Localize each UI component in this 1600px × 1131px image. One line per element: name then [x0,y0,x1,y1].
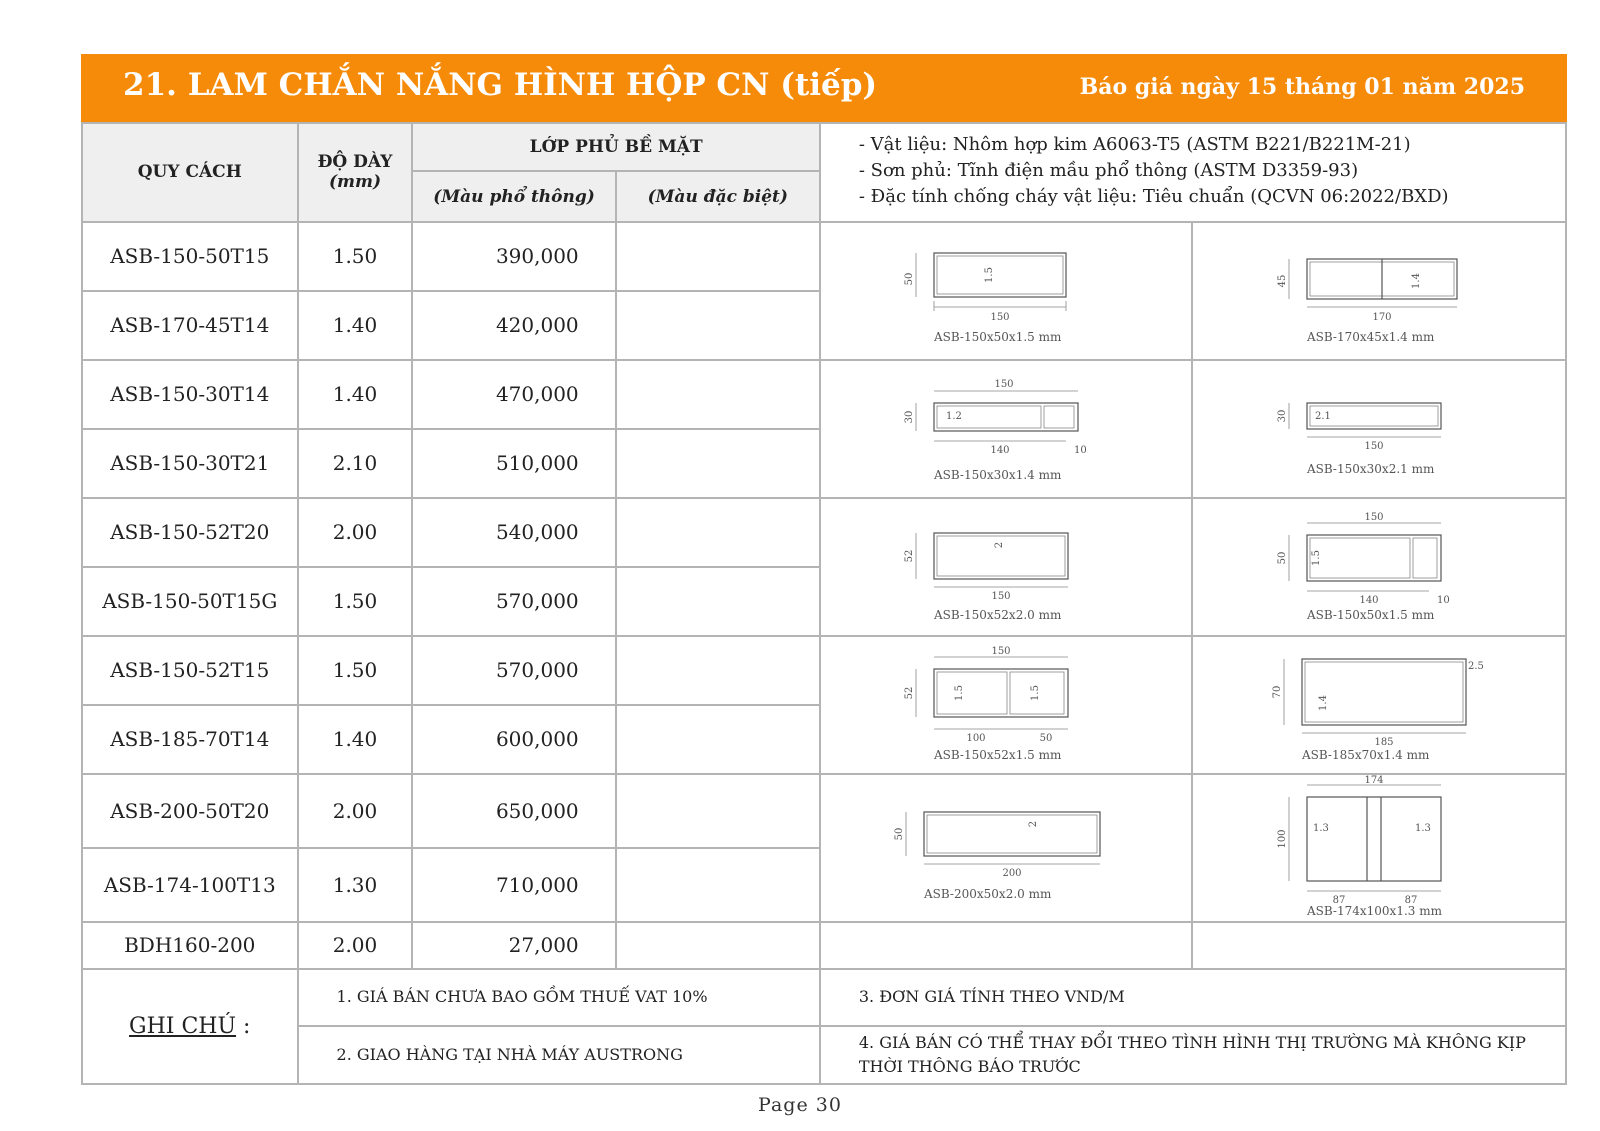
svg-text:87: 87 [1332,895,1346,907]
svg-text:170: 170 [1372,311,1392,323]
svg-text:52: 52 [904,549,916,563]
svg-text:1.5: 1.5 [984,266,996,283]
notes-label [82,969,298,1084]
price-common: 390,000 [412,222,615,291]
spec-note-coating: - Sơn phủ: Tĩnh điện mầu phổ thông (ASTM D3359-93) [858,160,1359,181]
profile-drawing [896,790,1116,906]
price-special [616,567,820,636]
svg-text:1.4: 1.4 [1411,272,1423,289]
profile-drawing-cell [1192,360,1566,498]
product-code: ASB-150-30T21 [82,429,298,498]
profile-drawing-cell [1192,774,1566,922]
price-common: 570,000 [412,636,615,705]
svg-text:150: 150 [990,311,1010,323]
profile-drawing-cell [820,360,1193,498]
price-special [616,848,820,922]
product-code: ASB-150-30T14 [82,360,298,429]
svg-text:150: 150 [1364,511,1384,523]
svg-text:1.5: 1.5 [954,684,966,701]
profile-drawing [1279,235,1479,347]
svg-text:185: 185 [1374,736,1394,748]
title-banner [81,54,1567,122]
drawing-caption: ASB-185x70x1.4 mm [1302,747,1430,762]
thickness: 1.40 [298,705,413,774]
header-coating: LỚP PHỦ BỀ MẶT [412,123,819,171]
profile-drawing [906,647,1106,763]
price-table [81,122,1567,1085]
svg-text:140: 140 [990,444,1010,456]
price-common: 540,000 [412,498,615,567]
empty-drawing-cell [820,922,1193,968]
thickness: 2.00 [298,922,413,968]
price-special [616,636,820,705]
price-common: 600,000 [412,705,615,774]
svg-text:87: 87 [1404,895,1418,907]
header-special-color: (Màu đặc biệt) [616,171,820,221]
spec-note-fire: - Đặc tính chống cháy vật liệu: Tiêu chuẩn (QCVN 06:2022/BXD) [858,186,1449,207]
svg-text:150: 150 [1364,440,1384,452]
price-special [616,360,820,429]
price-special [616,222,820,291]
notes-row [82,1026,1566,1084]
svg-text:45: 45 [1277,274,1289,288]
svg-text:2.1: 2.1 [1315,410,1332,422]
product-code: BDH160-200 [82,922,298,968]
thickness: 2.00 [298,498,413,567]
svg-text:1.4: 1.4 [1318,694,1330,711]
drawing-caption: ASB-150x30x1.4 mm [934,467,1062,482]
header-thickness-unit: (mm) [328,172,382,193]
thickness: 2.00 [298,774,413,848]
drawing-caption: ASB-170x45x1.4 mm [1307,329,1435,344]
notes-label-colon: : [243,1013,251,1039]
spec-note-material: - Vật liệu: Nhôm hợp kim A6063-T5 (ASTM B221/B221M-21) [858,134,1411,155]
price-special [616,705,820,774]
product-code: ASB-150-52T20 [82,498,298,567]
note-delivery: 2. GIAO HÀNG TẠI NHÀ MÁY AUSTRONG [298,1026,820,1084]
profile-drawing [1277,775,1479,919]
profile-drawing-cell [820,498,1193,636]
price-common: 570,000 [412,567,615,636]
page-number: Page 30 [758,1094,842,1116]
svg-text:150: 150 [991,645,1011,657]
profile-drawing [906,511,1106,623]
quote-date: Báo giá ngày 15 tháng 01 năm 2025 [1079,74,1525,100]
page-title: 21. LAM CHẮN NẮNG HÌNH HỘP CN (tiếp) [123,67,878,103]
product-code: ASB-185-70T14 [82,705,298,774]
thickness: 1.30 [298,848,413,922]
svg-text:50: 50 [1277,551,1289,565]
price-special [616,774,820,848]
svg-text:140: 140 [1359,594,1379,606]
product-code: ASB-200-50T20 [82,774,298,848]
header-thickness-title: ĐỘ DÀY [317,152,393,173]
svg-text:1.2: 1.2 [946,410,963,422]
svg-text:150: 150 [994,378,1014,390]
profile-drawing-cell [1192,636,1566,774]
spec-notes [820,123,1566,222]
header-thickness [298,123,413,222]
price-common: 650,000 [412,774,615,848]
profile-drawing [906,373,1106,485]
profile-drawing [1279,511,1479,623]
note-price-change: 4. GIÁ BÁN CÓ THỂ THAY ĐỔI THEO TÌNH HÌNH THỊ TRƯỜNG MÀ KHÔNG KỊP THỜI THÔNG BÁO TRƯỚC [820,1026,1566,1084]
note-unit: 3. ĐƠN GIÁ TÍNH THEO VND/M [820,969,1566,1027]
note-vat: 1. GIÁ BÁN CHƯA BAO GỒM THUẾ VAT 10% [298,969,820,1027]
drawing-caption: ASB-150x50x1.5 mm [934,329,1062,344]
price-common: 27,000 [412,922,615,968]
svg-text:50: 50 [1039,732,1053,744]
thickness: 2.10 [298,429,413,498]
profile-drawing-cell [820,222,1193,360]
thickness: 1.50 [298,567,413,636]
price-common: 510,000 [412,429,615,498]
svg-text:200: 200 [1002,868,1022,880]
price-common: 710,000 [412,848,615,922]
product-code: ASB-150-50T15G [82,567,298,636]
profile-drawing-cell [1192,498,1566,636]
svg-text:1.5: 1.5 [1030,684,1042,701]
profile-drawing-cell [1192,222,1566,360]
drawing-caption: ASB-150x52x2.0 mm [934,607,1062,622]
svg-text:30: 30 [1277,409,1289,423]
table-row [82,222,1566,291]
thickness: 1.50 [298,222,413,291]
svg-text:52: 52 [904,686,916,700]
profile-drawing [1279,373,1479,485]
svg-text:10: 10 [1074,444,1087,456]
price-special [616,922,820,968]
svg-text:10: 10 [1437,594,1450,606]
profile-drawing [906,235,1106,347]
product-code: ASB-174-100T13 [82,848,298,922]
table-row [82,922,1566,968]
svg-text:150: 150 [991,590,1011,602]
drawing-caption: ASB-150x52x1.5 mm [934,747,1062,762]
drawing-caption: ASB-150x30x2.1 mm [1307,461,1435,476]
profile-drawing-cell [820,636,1193,774]
table-row [82,636,1566,705]
thickness: 1.40 [298,360,413,429]
header-common-color: (Màu phổ thông) [412,171,615,221]
empty-drawing-cell [1192,922,1566,968]
profile-drawing-cell [820,774,1193,922]
svg-text:70: 70 [1272,685,1284,699]
thickness: 1.40 [298,291,413,360]
table-row [82,360,1566,429]
svg-text:100: 100 [1277,829,1289,849]
product-code: ASB-170-45T14 [82,291,298,360]
svg-text:2: 2 [1028,820,1040,828]
svg-text:50: 50 [904,272,916,286]
drawing-caption: ASB-150x50x1.5 mm [1307,607,1435,622]
svg-text:174: 174 [1364,775,1384,787]
svg-text:2.5: 2.5 [1468,660,1485,672]
svg-text:1.3: 1.3 [1415,823,1432,835]
notes-row [82,969,1566,1027]
svg-text:30: 30 [904,410,916,424]
table-row [82,774,1566,848]
notes-label-text: GHI CHÚ [129,1013,237,1039]
thickness: 1.50 [298,636,413,705]
price-special [616,291,820,360]
svg-text:1.3: 1.3 [1313,823,1330,835]
svg-text:100: 100 [966,732,986,744]
table-row [82,498,1566,567]
drawing-caption: ASB-200x50x2.0 mm [924,887,1052,902]
price-special [616,429,820,498]
svg-text:1.5: 1.5 [1311,549,1323,566]
svg-text:50: 50 [894,827,906,841]
price-special [616,498,820,567]
profile-drawing [1274,647,1484,763]
product-code: ASB-150-52T15 [82,636,298,705]
price-common: 420,000 [412,291,615,360]
svg-text:2: 2 [994,541,1006,549]
price-common: 470,000 [412,360,615,429]
product-code: ASB-150-50T15 [82,222,298,291]
drawing-caption: ASB-174x100x1.3 mm [1307,904,1443,919]
header-spec: QUY CÁCH [82,123,298,222]
